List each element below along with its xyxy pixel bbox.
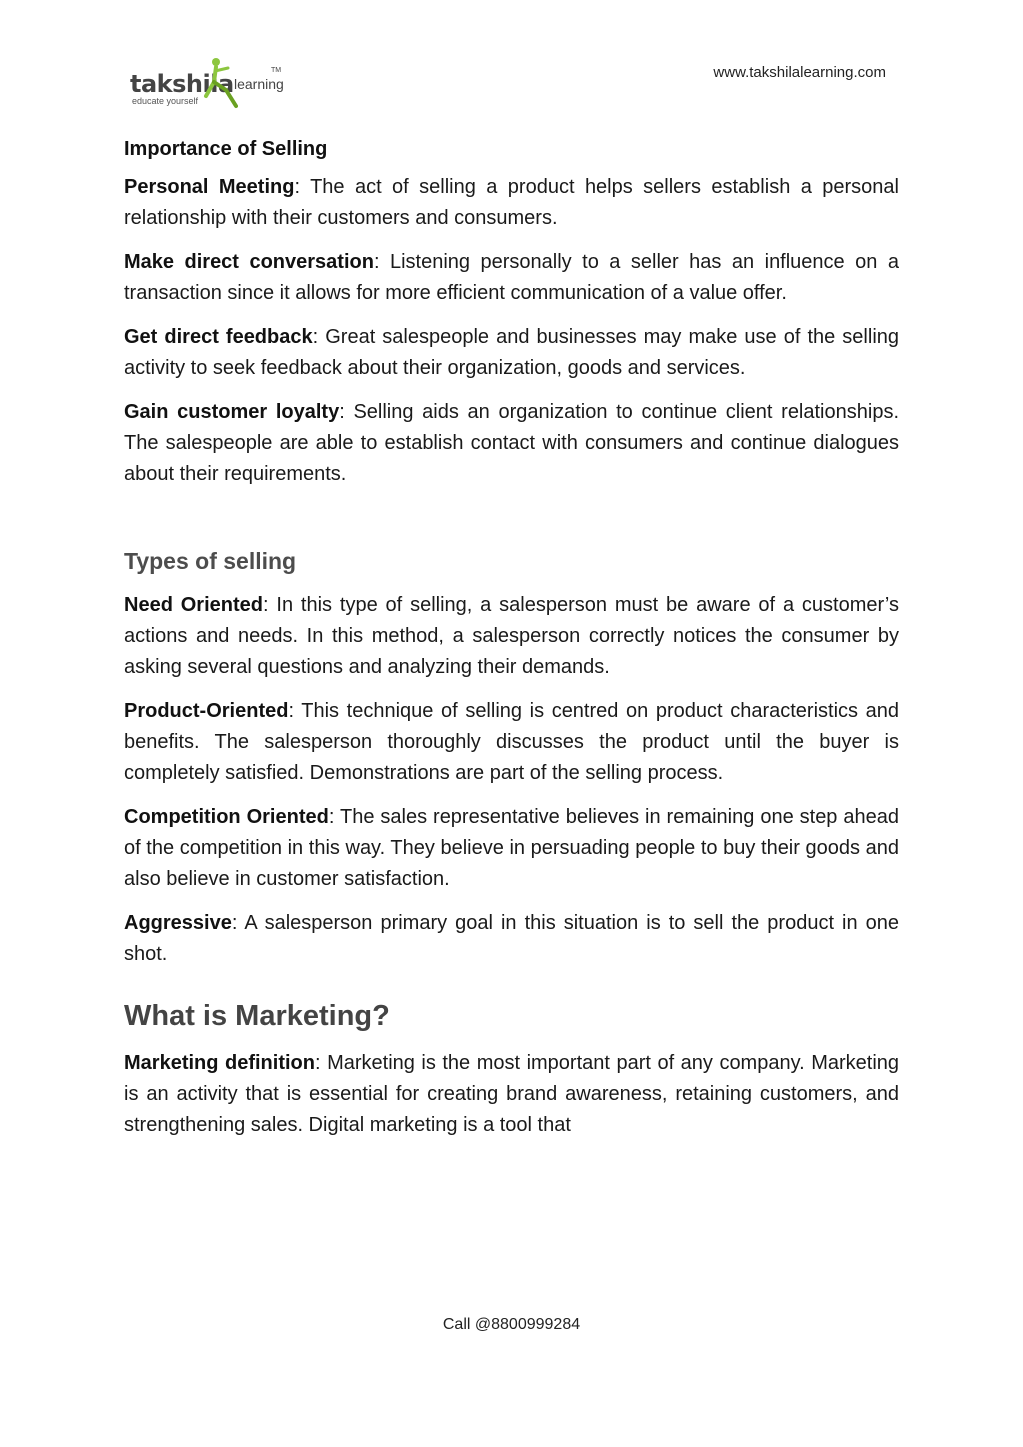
item-text: : Great salespeople and businesses may make use of the selling activity to seek feedback about their organization, goods and services. bbox=[124, 326, 900, 379]
logo-brand-text: takshila bbox=[130, 70, 234, 98]
importance-title: Importance of Selling bbox=[124, 138, 328, 160]
item-term: Personal Meeting bbox=[124, 176, 295, 198]
importance-item bbox=[124, 172, 899, 234]
item-text: : In this type of selling, a salesperson must be aware of a customer’s actions and needs. In this method, a salesperson correctly notices the consumer by asking several questions and analyzing their demands. bbox=[124, 594, 900, 678]
document-body bbox=[124, 136, 899, 1154]
importance-item bbox=[124, 322, 899, 384]
item-term: Competition Oriented bbox=[124, 806, 329, 828]
item-text: : This technique of selling is centred on product characteristics and benefits. The salesperson thoroughly discusses the product until the buyer is completely satisfied. Demonstrations are part of the selling process. bbox=[124, 700, 899, 784]
item-text: : Listening personally to a seller has an influence on a transaction since it allows for more efficient communication of a value offer. bbox=[124, 251, 900, 304]
types-item bbox=[124, 802, 899, 895]
item-term: Make direct conversation bbox=[124, 251, 374, 273]
types-item bbox=[124, 590, 899, 683]
types-item bbox=[124, 908, 899, 970]
item-text: : Marketing is the most important part of any company. Marketing is an activity that is essential for creating brand awareness, retaining customers, and strengthening sales. Digital marketing is a tool that bbox=[124, 1052, 900, 1136]
marketing-item bbox=[124, 1048, 899, 1141]
site-url[interactable]: www.takshilalearning.com bbox=[713, 64, 886, 81]
item-text: : The act of selling a product helps sellers establish a personal relationship with their customers and consumers. bbox=[124, 176, 899, 229]
item-text: : Selling aids an organization to continue client relationships. The salespeople are able to establish contact with consumers and continue dialogues about their requirements. bbox=[124, 401, 899, 485]
logo-trademark: TM bbox=[271, 67, 282, 74]
item-term: Aggressive bbox=[124, 912, 232, 934]
footer-call-number: Call @8800999284 bbox=[442, 1316, 581, 1333]
item-text: : The sales representative believes in remaining one step ahead of the competition in this way. They believe in persuading people to buy their goods and also believe in customer satisfaction. bbox=[124, 806, 899, 890]
item-text: : A salesperson primary goal in this situation is to sell the product in one shot. bbox=[124, 912, 899, 965]
importance-item bbox=[124, 247, 899, 309]
takshila-logo bbox=[130, 56, 290, 114]
types-heading: Types of selling bbox=[124, 548, 297, 574]
logo-secondary-text: learning bbox=[234, 76, 284, 92]
item-term: Product-Oriented bbox=[124, 700, 289, 722]
item-term: Need Oriented bbox=[124, 594, 263, 616]
runner-figure-icon bbox=[202, 56, 238, 110]
item-term: Get direct feedback bbox=[124, 326, 313, 348]
item-term: Gain customer loyalty bbox=[124, 401, 340, 423]
importance-item bbox=[124, 397, 899, 490]
types-item bbox=[124, 696, 899, 789]
logo-tagline: educate yourself bbox=[132, 96, 199, 106]
item-term: Marketing definition bbox=[124, 1052, 315, 1074]
marketing-heading: What is Marketing? bbox=[124, 1000, 390, 1032]
